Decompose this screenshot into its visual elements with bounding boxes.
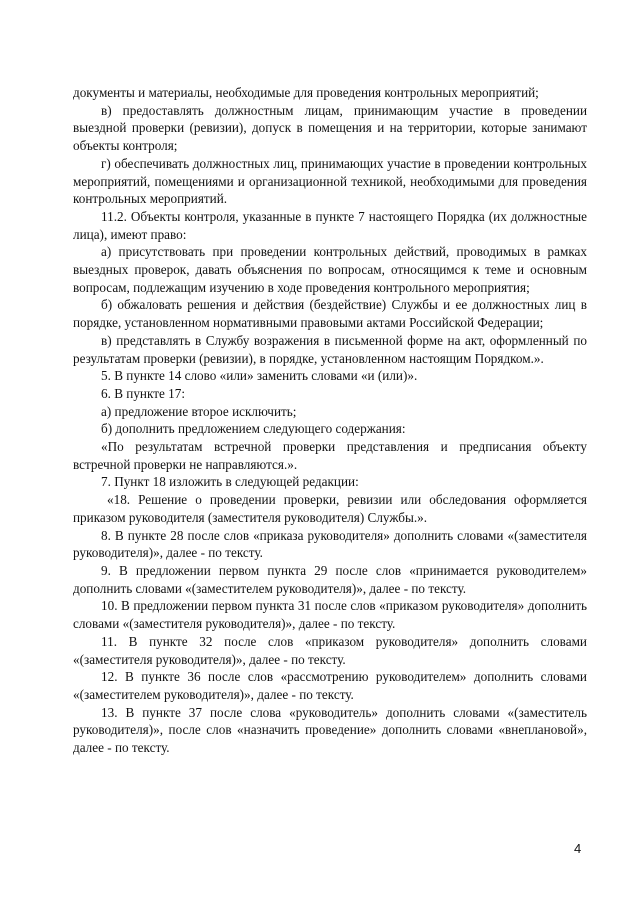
paragraph-item-v-access: в) предоставлять должностным лицам, принимающим участие в проведении выездной проверки (ревизии), допуск в помещения и на территории, которые занимают объекты контроля; — [73, 102, 587, 154]
paragraph-item-b-appeal: б) обжаловать решения и действия (бездействие) Службы и ее должностных лиц в порядке, установленном нормативными правовыми актами Российской Федерации; — [73, 297, 587, 331]
paragraph-item-a-attend: а) присутствовать при проведении контрольных действий, проводимых в рамках выездных проверок, давать объяснения по вопросам, относящимся к теме и основным вопросам, подлежащим изучению в ходе проведения контрольного мероприятия; — [73, 244, 587, 295]
paragraph-8: 8. В пункте 28 после слов «приказа руководителя» дополнить словами «(заместителя руководителя)», далее - по тексту. — [73, 527, 587, 561]
paragraph-quote-18: «18. Решение о проведении проверки, ревизии или обследования оформляется приказом руководителя (заместителя руководителя) Службы.». — [73, 492, 587, 525]
page-number: 4 — [574, 841, 582, 856]
document-body — [73, 84, 587, 757]
paragraph-6-a: а) предложение второе исключить; — [101, 403, 297, 419]
paragraph-10: 10. В предложении первом пункта 31 после слов «приказом руководителя» дополнить словами «(заместителя руководителя)», далее - по тексту. — [73, 598, 587, 632]
paragraph-quote-counter-check: «По результатам встречной проверки представления и предписания объекту встречной проверки не направляются.». — [73, 439, 587, 472]
paragraph-11-2: 11.2. Объекты контроля, указанные в пункте 7 настоящего Порядка (их должностные лица), имеют право: — [73, 208, 587, 242]
paragraph-11: 11. В пункте 32 после слов «приказом руководителя» дополнить словами «(заместителя руководителя)», далее - по тексту. — [73, 633, 587, 667]
paragraph-continuation: документы и материалы, необходимые для проведения контрольных мероприятий; — [73, 85, 539, 100]
paragraph-item-v-objections: в) представлять в Службу возражения в письменной форме на акт, оформленный по результатам проверки (ревизии), в порядке, установленном настоящим Порядком.». — [73, 332, 587, 366]
paragraph-item-g-provide: г) обеспечивать должностных лиц, принимающих участие в проведении контрольных мероприятий, помещениями и организационной техникой, необходимыми для проведения контрольных мероприятий. — [73, 155, 587, 207]
paragraph-12: 12. В пункте 36 после слов «рассмотрению руководителем» дополнить словами «(заместителем руководителя)», далее - по тексту. — [73, 669, 587, 702]
paragraph-13: 13. В пункте 37 после слова «руководитель» дополнить словами «(заместитель руководителя)», после слов «назначить проведение» дополнить словами «внеплановой», далее - по тексту. — [73, 704, 587, 756]
paragraph-6: 6. В пункте 17: — [101, 385, 185, 401]
paragraph-5: 5. В пункте 14 слово «или» заменить словами «и (или)». — [101, 368, 418, 384]
paragraph-7: 7. Пункт 18 изложить в следующей редакции: — [101, 474, 359, 490]
paragraph-6-b: б) дополнить предложением следующего содержания: — [101, 421, 406, 437]
paragraph-9: 9. В предложении первом пункта 29 после слов «принимается руководителем» дополнить словами «(заместителем руководителя)», далее - по тексту. — [73, 562, 587, 596]
